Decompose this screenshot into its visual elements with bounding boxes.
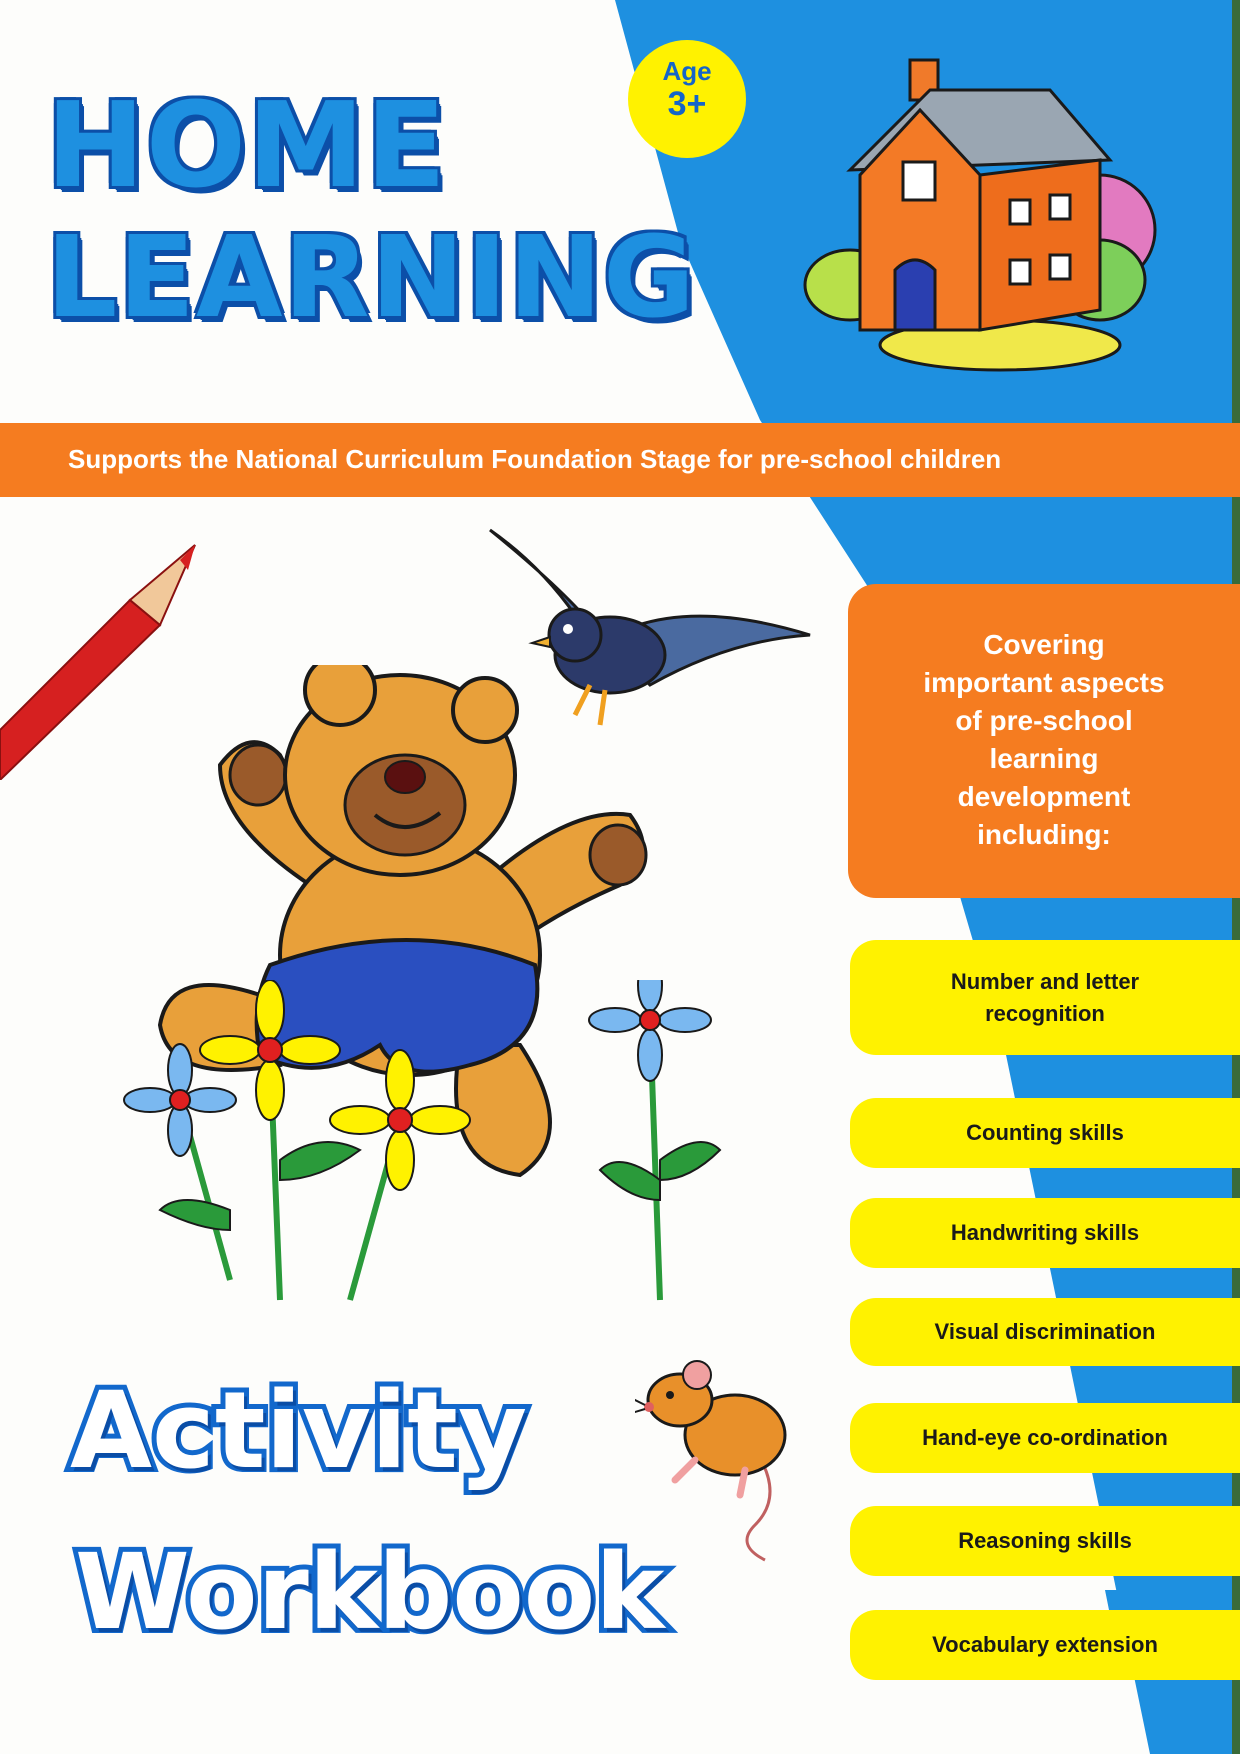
skill-item xyxy=(850,1610,1240,1680)
flowers-illustration xyxy=(100,980,750,1320)
skill-line: Vocabulary extension xyxy=(932,1632,1158,1657)
skill-item xyxy=(850,1403,1240,1473)
skill-line: Number and letter xyxy=(950,968,1140,994)
intro-line: important aspects xyxy=(923,667,1165,698)
intro-line: Covering xyxy=(983,629,1105,660)
skill-item xyxy=(850,1098,1240,1168)
title-home: HOME xyxy=(46,76,448,214)
intro-box xyxy=(848,584,1240,898)
skill-item xyxy=(850,1506,1240,1576)
intro-line: including: xyxy=(977,819,1111,850)
skill-line: Reasoning skills xyxy=(958,1528,1132,1553)
subtitle-activity: Activity xyxy=(70,1369,528,1492)
skill-line: Visual discrimination xyxy=(934,1319,1156,1344)
intro-line: development xyxy=(957,781,1131,812)
banner-text: Supports the National Curriculum Foundation Stage for pre-school children xyxy=(68,444,1002,474)
skill-line: Handwriting skills xyxy=(950,1220,1140,1245)
skill-line: Counting skills xyxy=(966,1120,1124,1145)
intro-line: learning xyxy=(989,743,1099,774)
age-label: Age xyxy=(662,56,712,86)
intro-text xyxy=(848,626,1240,854)
title-learning: LEARNING xyxy=(46,213,696,343)
skill-line: Hand-eye co-ordination xyxy=(922,1425,1168,1450)
skill-item xyxy=(850,1298,1240,1366)
skill-item xyxy=(850,940,1240,1055)
subtitle-workbook: Workbook xyxy=(75,1531,665,1653)
house-illustration xyxy=(800,40,1180,380)
age-badge xyxy=(628,40,746,158)
skill-item xyxy=(850,1198,1240,1268)
age-value: 3+ xyxy=(667,85,707,123)
skill-line: recognition xyxy=(985,1000,1105,1026)
curriculum-banner xyxy=(0,423,1240,497)
intro-line: of pre-school xyxy=(955,705,1133,736)
